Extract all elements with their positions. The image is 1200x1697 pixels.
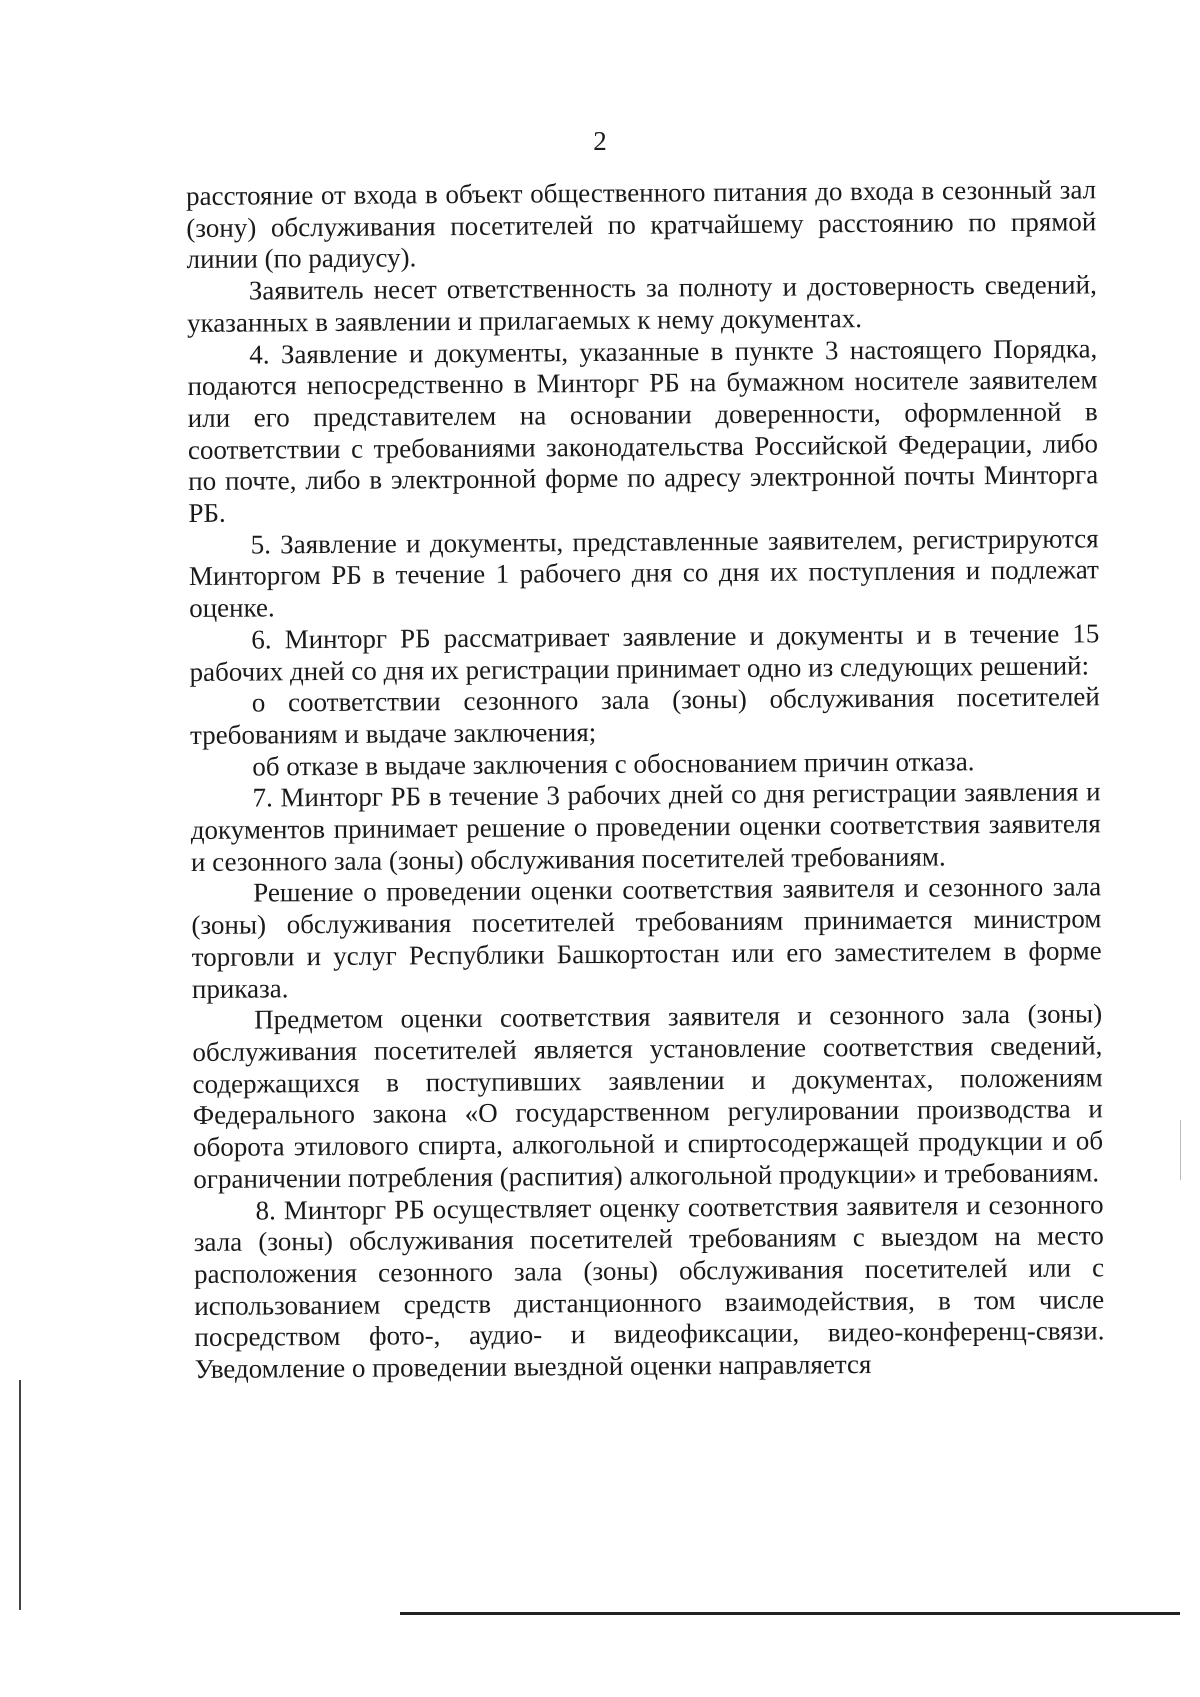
paragraph-decision-compliance: о соответствии сезонного зала (зоны) обслуживания посетителей требованиям и выдаче заключения; — [189, 681, 1100, 750]
scan-edge-right — [1180, 1120, 1181, 1180]
paragraph-assessment-subject: Предметом оценки соответствия заявителя и сезонного зала (зоны) обслуживания посетителей является установление соответствия сведений, содержащихся в поступивших заявлении и документах, положениям Федерального закона «О государственном регулировании производства и оборота этилового спирта, алкогольной и спиртосодержащей продукции и об ограничении потребления (распития) алкогольной продукции» и требованиям. — [192, 998, 1104, 1194]
scan-edge-left — [19, 1380, 21, 1610]
paragraph-applicant-responsibility: Заявитель несет ответственность за полноту и достоверность сведений, указанных в заявлении и прилагаемых к нему документах. — [186, 269, 1097, 338]
paragraph-item-6: 6. Минторг РБ рассматривает заявление и документы и в течение 15 рабочих дней со дня их регистрации принимает одно из следующих решений: — [189, 618, 1100, 687]
paragraph-item-4: 4. Заявление и документы, указанные в пункте 3 настоящего Порядка, подаются непосредственно в Минторг РБ на бумажном носителе заявителем или его представителем на основании доверенности, оформленной в соответствии с требованиями законодательства Российской Федерации, либо по почте, либо в электронной форме по адресу электронной почты Минторга РБ. — [187, 332, 1099, 529]
paragraph-decision-refusal: об отказе в выдаче заключения с обоснованием причин отказа. — [252, 745, 975, 782]
paragraph-decision-order: Решение о проведении оценки соответствия заявителя и сезонного зала (зоны) обслуживания посетителей требованиям принимается министром торговли и услуг Республики Башкортостан или его заместителем в форме приказа. — [191, 871, 1102, 1004]
document-body — [186, 174, 1105, 1385]
paragraph-item-7: 7. Минторг РБ в течение 3 рабочих дней со дня регистрации заявления и документов принимает решение о проведении оценки соответствия заявителя и сезонного зала (зоны) обслуживания посетителей требованиям. — [190, 776, 1101, 877]
paragraph-item-8: 8. Минторг РБ осуществляет оценку соответствия заявителя и сезонного зала (зоны) обслуживания посетителей требованиям с выездом на место расположения сезонного зала (зоны) обслуживания посетителей или с использованием средств дистанционного взаимодействия, в том числе посредством фото-, аудио- и видеофиксации, видео-конференц-связи. Уведомление о проведении выездной оценки направляется — [193, 1188, 1105, 1384]
paragraph-distance-definition: расстояние от входа в объект общественного питания до входа в сезонный зал (зону) обслуживания посетителей по кратчайшему расстоянию по прямой линии (по радиусу). — [186, 174, 1097, 275]
paragraph-item-5: 5. Заявление и документы, представленные заявителем, регистрируются Минторгом РБ в течение 1 рабочего дня со дня их поступления и подлежат оценке. — [188, 523, 1099, 624]
page-number: 2 — [593, 126, 607, 156]
scan-edge-bottom — [400, 1612, 1180, 1615]
